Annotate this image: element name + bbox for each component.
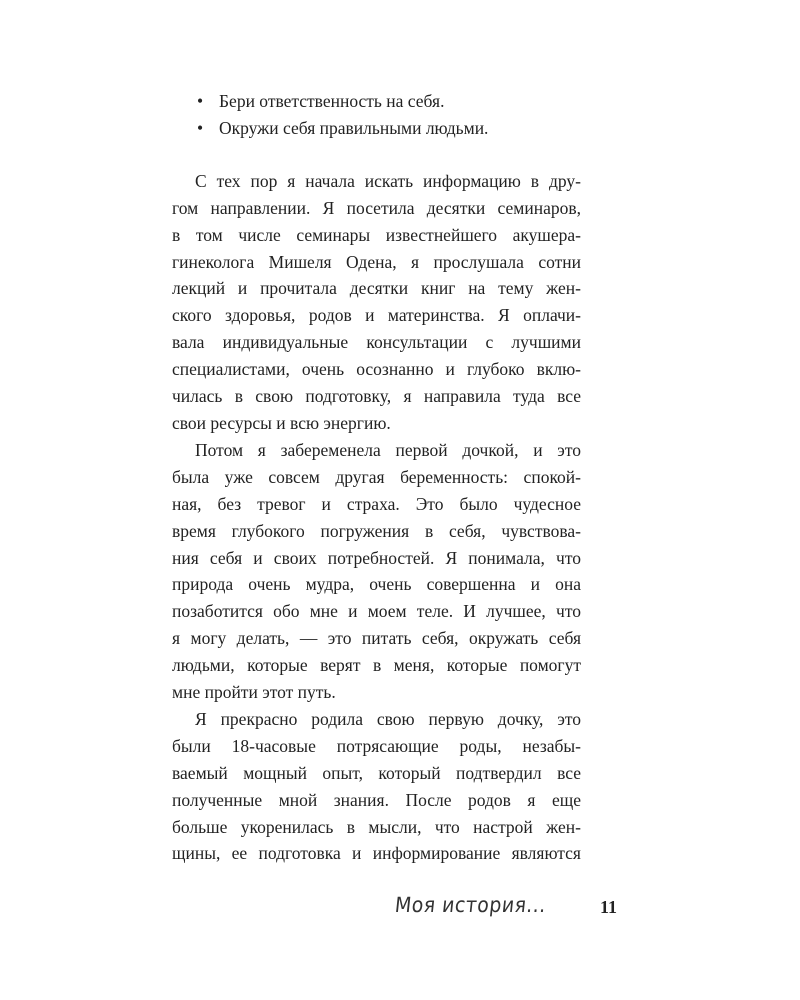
bullet-text: Окружи себя правильными людьми. — [219, 117, 489, 138]
text-line: я могу делать, — это питать себя, окружать себя — [172, 628, 581, 649]
bullet-dot-icon: • — [197, 117, 204, 138]
text-line: ваемый мощный опыт, который подтвердил все — [172, 762, 581, 783]
text-line: была уже совсем другая беременность: спокой- — [172, 466, 581, 487]
page-footer — [395, 893, 625, 925]
text-line: специалистами, очень осознанно и глубоко вклю- — [172, 359, 581, 380]
paragraph — [172, 168, 581, 437]
text-line: щины, ее подготовка и информирование являются — [172, 843, 581, 864]
text-line: природа очень мудра, очень совершенна и она — [172, 574, 581, 595]
text-line: больше укоренилась в мысли, что настрой жен- — [172, 816, 581, 837]
text-line: полученные мной знания. После родов я еще — [172, 789, 581, 810]
text-line: были 18-часовые потрясающие роды, незабы- — [172, 735, 581, 756]
text-line: чилась в свою подготовку, я направила туда все — [172, 386, 581, 407]
paragraph-spacer — [172, 142, 581, 168]
text-line: гом направлении. Я посетила десятки семинаров, — [172, 197, 581, 218]
body-text — [172, 88, 581, 867]
text-line: свои ресурсы и всю энергию. — [172, 412, 391, 433]
text-line: ная, без тревог и страха. Это было чудесное — [172, 493, 581, 514]
text-line: ния себя и своих потребностей. Я понимала, что — [172, 547, 581, 568]
text-line: людьми, которые верят в меня, которые помогут — [172, 655, 581, 676]
bullet-dot-icon: • — [197, 91, 204, 111]
running-head: Моя история... — [393, 893, 548, 917]
page-number: 11 — [600, 897, 618, 917]
text-line: С тех пор я начала искать информацию в дру- — [195, 170, 581, 191]
text-line: лекций и прочитала десятки книг на тему жен- — [172, 278, 581, 299]
bullet-list — [172, 88, 581, 142]
text-line: Я прекрасно родила свою первую дочку, это — [195, 708, 581, 729]
paragraph — [172, 706, 581, 867]
bullet-item — [172, 115, 581, 142]
bullet-item — [172, 88, 581, 115]
text-line: Потом я забеременела первой дочкой, и это — [195, 439, 581, 460]
paragraph — [172, 437, 581, 706]
text-line: время глубокого погружения в себя, чувствова- — [172, 520, 581, 541]
text-line: позаботится обо мне и моем теле. И лучшее, что — [172, 601, 581, 622]
text-line: гинеколога Мишеля Одена, я прослушала сотни — [172, 251, 581, 272]
text-line: мне пройти этот путь. — [172, 682, 336, 703]
bullet-text: Бери ответственность на себя. — [219, 91, 445, 111]
text-line: вала индивидуальные консультации с лучшими — [172, 332, 581, 353]
text-line: ского здоровья, родов и материнства. Я оплачи- — [172, 305, 581, 326]
text-line: в том числе семинары известнейшего акушера- — [172, 224, 581, 245]
